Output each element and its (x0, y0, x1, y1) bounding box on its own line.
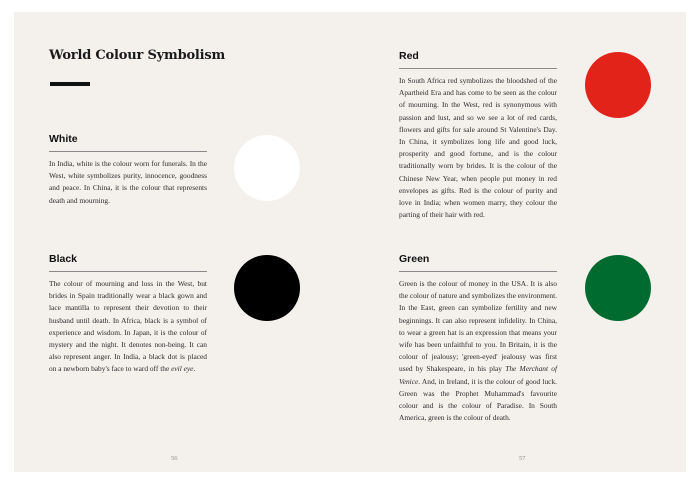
red-colour-swatch (585, 52, 651, 118)
section-red (399, 50, 557, 221)
section-body-red: In South Africa red symbolizes the bloodshed of the Apartheid Era and has come to be seen as the colour of mourning. In the West, red is synonymous with passion and lust, and so we see a lot of red cards, flowers and gifts for sale around St Valentine's Day. In China, it symbolizes long life and good luck, prosperity and good fortune, and is the colour traditionally worn by brides. It is the colour of the Chinese New Year, when people put money in red envelopes as gifts. Red is the colour of purity and love in India; when women marry, they colour the parting of their hair with red. (399, 76, 557, 220)
body-emphasis: evil eye (171, 364, 194, 374)
section-body-white: In India, white is the colour worn for funerals. In the West, white symbolizes purity, innocence, goodness and peace. In China, it is the colour that represents death and mourning. (49, 159, 207, 205)
section-body-black (49, 278, 207, 376)
body-text: The colour of mourning and loss in the West, but brides in Spain traditionally wear a black gown and lace mantilla to represent their devotion to their husband until death. In Africa, black is a symbol of experience and wisdom. In Japan, it is the colour of mystery and the night. It denotes non-being. It can also represent anger. In India, a black dot is placed on a newborn baby's face to ward off the (49, 279, 207, 374)
section-heading-white: White (49, 133, 207, 152)
title-underline-bar (50, 82, 90, 86)
page-number-right: 57 (519, 455, 526, 462)
body-text: . (193, 364, 196, 374)
section-black (49, 253, 207, 376)
section-green (399, 253, 557, 424)
green-colour-swatch (585, 255, 651, 321)
section-body-green (399, 278, 557, 424)
section-white (49, 133, 207, 207)
page-number-left: 56 (171, 455, 178, 462)
body-emphasis: The Merchant of Venice (399, 364, 557, 386)
body-text: Green is the colour of money in the USA. It is also the colour of nature and symbolizes the environment. In the East, green can symbolize fertility and new beginnings. It can also represent infidelity. In China, to wear a green hat is an expression that means your wife has been unfaithful to you. In Britain, it is the colour of jealousy; 'green-eyed' jealousy was first used by Shakespeare, in his play (399, 279, 557, 374)
page-title: World Colour Symbolism (49, 48, 226, 63)
section-heading-black: Black (49, 253, 207, 272)
black-colour-swatch (234, 255, 300, 321)
white-colour-swatch (234, 135, 300, 201)
body-text: . And, in Ireland, it is the colour of good luck. Green was the Prophet Muhammad's favourite colour and is the colour of Paradise. In South America, green is the colour of death. (399, 376, 557, 423)
section-heading-red: Red (399, 50, 557, 69)
section-heading-green: Green (399, 253, 557, 272)
